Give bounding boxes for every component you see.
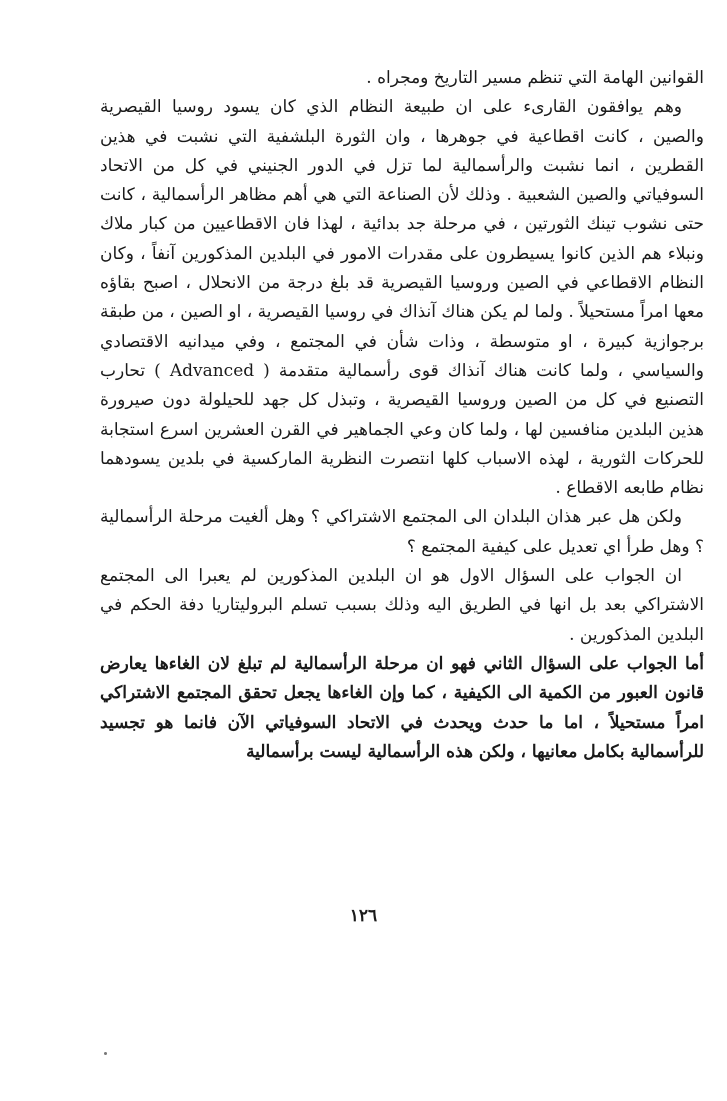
paragraph-second-answer: أما الجواب على السؤال الثاني فهو ان مرحلة الرأسمالية لم تبلغ لان الغاءها يعارض قانون العبور من الكمية الى الكيفية ، كما وإن الغاءها يجعل تحقق المجتمع الاشتراكي امراً مستحيلاً ، اما ما حدث ويحدث في الاتحاد السوفياتي الآن فانما هو تجسيد للرأسمالية بكامل معانيها ، ولكن هذه الرأسمالية ليست برأسمالية xyxy=(100,653,704,762)
body-text xyxy=(100,64,704,767)
paragraph-first-answer: ان الجواب على السؤال الاول هو ان البلدين المذكورين لم يعبرا الى المجتمع الاشتراكي بعد بل انها في الطريق اليه وذلك بسبب تسلم البروليتاريا دفة الحكم في البلدين المذكورين . xyxy=(100,566,704,645)
page-number: ١٢٦ xyxy=(349,906,378,926)
paragraph-questions: ولكن هل عبر هذان البلدان الى المجتمع الاشتراكي ؟ وهل ألغيت مرحلة الرأسمالية ؟ وهل طرأ اي تعديل على كيفية المجتمع ؟ xyxy=(100,507,704,557)
scan-speck xyxy=(104,1052,107,1055)
paragraph-continuation: القوانين الهامة التي تنظم مسير التاريخ ومجراه . xyxy=(366,68,704,88)
paragraph-feudal-nature: وهم يوافقون القارىء على ان طبيعة النظام الذي كان يسود روسيا القيصرية والصين ، كانت اقطاعية في جوهرها ، وان الثورة البلشفية التي نشبت في هذين القطرين ، انما نشبت والرأسمالية لما تزل في الدور الجنيني في كل من الاتحاد السوفياتي والصين الشعبية . وذلك لأن الصناعة التي هي أهم مظاهر الرأسمالية ، كانت حتى نشوب تينك الثورتين ، في مرحلة جد بدائية ، لهذا فان الاقطاعيين من كبار ملاك ونبلاء هم الذين كانوا يسيطرون على مقدرات الامور في البلدين المذكورين آنفاً ، وكان النظام الاقطاعي في الصين وروسيا القيصرية قد بلغ درجة من الانحلال ، اصبح بقاؤه معها امراً مستحيلاً . ولما لم يكن هناك آنذاك في روسيا القيصرية ، او الصين ، من طبقة برجوازية كبيرة ، او متوسطة ، وذات شأن في المجتمع ، وفي ميدانيه الاقتصادي والسياسي ، ولما كانت هناك آنذاك قوى رأسمالية متقدمة ( Advanced ) تحارب التصنيع في كل من الصين وروسيا القيصرية ، وتبذل كل جهد للحيلولة دون صيرورة هذين البلدين منافسين لها ، ولما كان وعي الجماهير في القرن العشرين اسرع استجابة للحركات الثورية ، لهذه الاسباب كلها انتصرت النظرية الماركسية في بلدين يسودهما نظام طابعه الاقطاع . xyxy=(100,97,704,499)
